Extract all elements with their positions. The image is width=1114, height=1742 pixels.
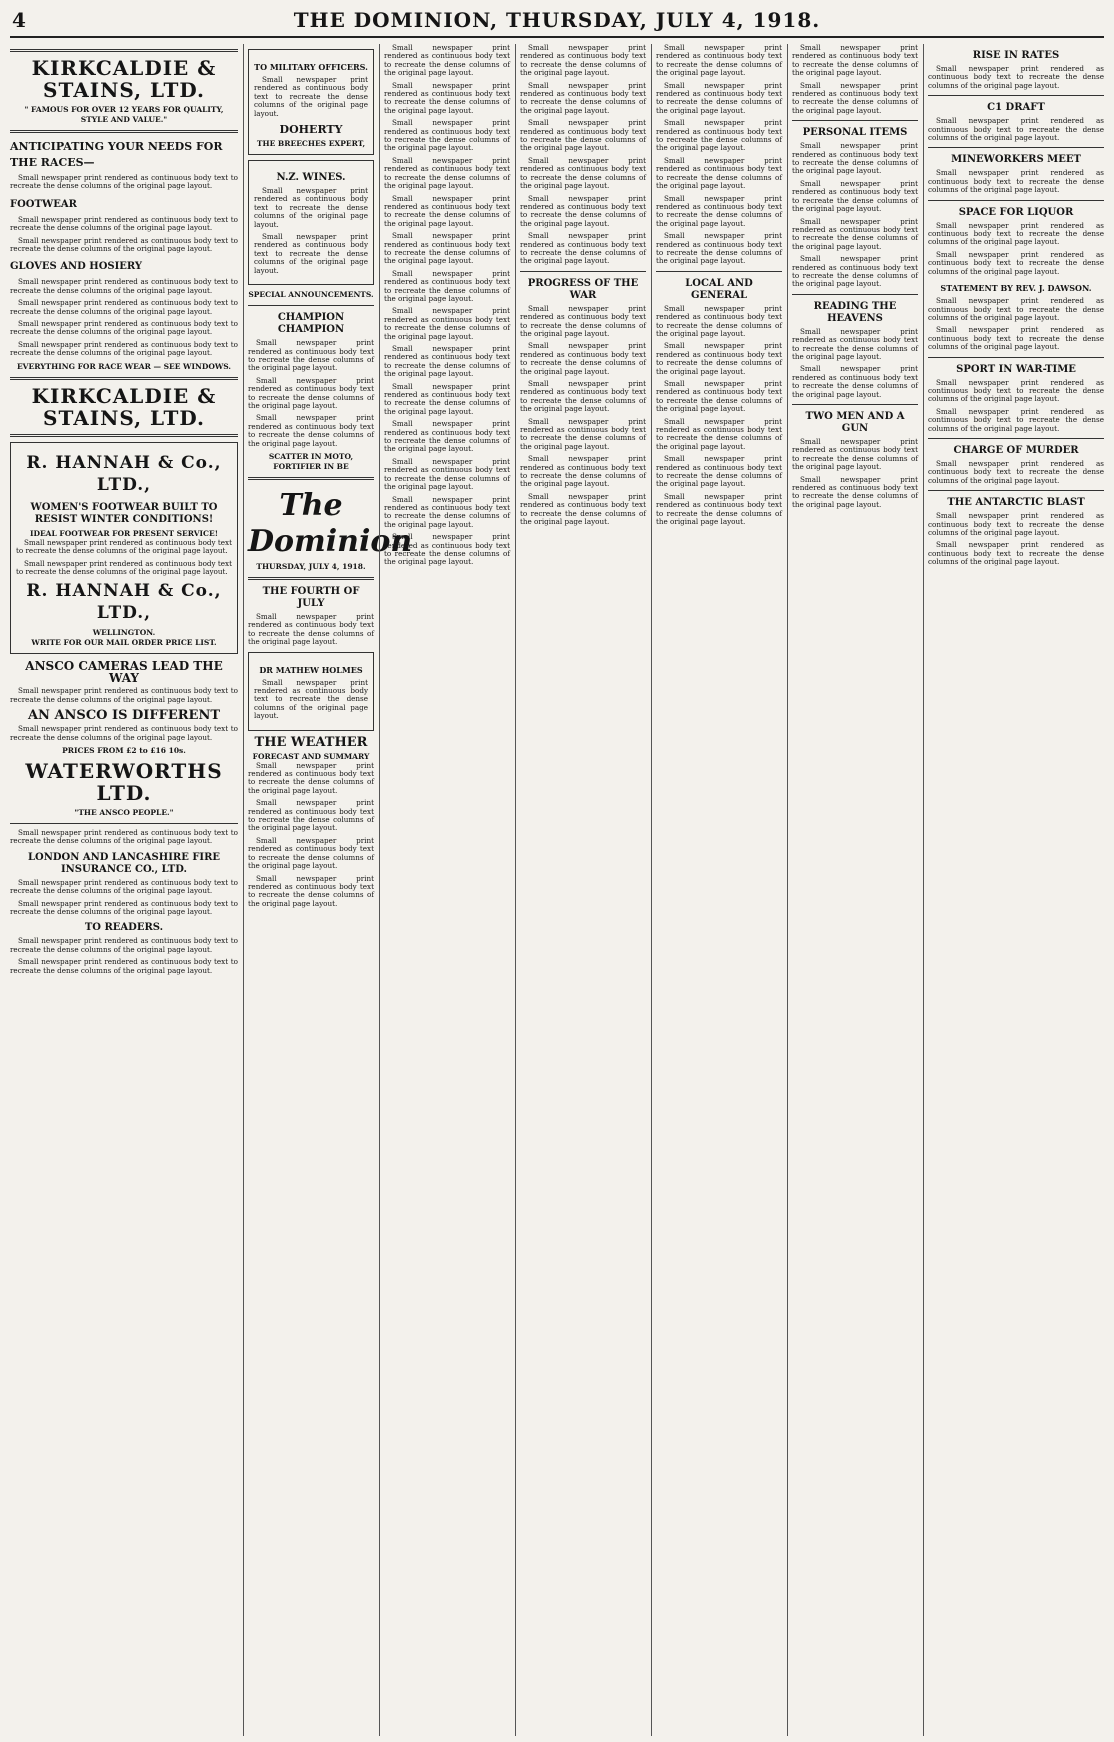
- ad-headline: WOMEN'S FOOTWEAR BUILT TO RESIST WINTER CONDITIONS!: [30, 501, 218, 525]
- divider: [792, 294, 918, 295]
- body-text: Small newspaper print rendered as continuous body text to recreate the dense columns of the original page layout.: [520, 193, 646, 228]
- body-text: Small newspaper print rendered as continuous body text to recreate the dense columns of the original page layout.: [10, 319, 238, 337]
- body-text: Small newspaper print rendered as continuous body text to recreate the dense columns of the original page layout.: [928, 168, 1104, 195]
- body-text: Small newspaper print rendered as continuous body text to recreate the dense columns of the original page layout.: [254, 186, 368, 229]
- ad-brand: WATERWORTHS LTD.: [25, 758, 223, 805]
- ad-headline: TO MILITARY OFFICERS.: [254, 62, 368, 72]
- body-text: Small newspaper print rendered as continuous body text to recreate the dense columns of the original page layout.: [384, 381, 510, 416]
- ad-note: SCATTER IN MOTO, FORTIFIER IN BE: [268, 451, 354, 471]
- body-text: Small newspaper print rendered as continuous body text to recreate the dense columns of the original page layout.: [10, 214, 238, 233]
- body-text: Small newspaper print rendered as continuous body text to recreate the dense columns of the original page layout.: [384, 344, 510, 379]
- section-heading: CHARGE OF MURDER: [953, 444, 1079, 456]
- body-text: Small newspaper print rendered as continuous body text to recreate the dense columns of the original page layout.: [928, 296, 1104, 322]
- body-text: Small newspaper print rendered as continuous body text to recreate the dense columns of the original page layout.: [792, 178, 918, 214]
- ad-subhead: IDEAL FOOTWEAR FOR PRESENT SERVICE!: [29, 528, 219, 538]
- body-text: Small newspaper print rendered as continuous body text to recreate the dense columns of the original page layout.: [10, 235, 238, 254]
- body-text: Small newspaper print rendered as continuous body text to recreate the dense columns of the original page layout.: [520, 491, 646, 527]
- body-text: Small newspaper print rendered as continuous body text to recreate the dense columns of the original page layout.: [928, 249, 1104, 276]
- divider: [656, 271, 782, 272]
- ad-headline: ANSCO CAMERAS LEAD THE WAY: [25, 659, 223, 686]
- body-text: Small newspaper print rendered as continuous body text to recreate the dense columns of the original page layout.: [248, 760, 374, 795]
- section-heading: SPORT IN WAR-TIME: [956, 363, 1076, 375]
- body-text: Small newspaper print rendered as continuous body text to recreate the dense columns of the original page layout.: [656, 80, 782, 115]
- body-text: Small newspaper print rendered as continuous body text to recreate the dense columns of the original page layout.: [384, 118, 510, 153]
- divider: [248, 477, 374, 480]
- body-text: Small newspaper print rendered as continuous body text to recreate the dense columns of the original page layout.: [384, 532, 510, 567]
- section-heading: THE ANTARCTIC BLAST: [947, 497, 1085, 509]
- divider: [248, 577, 374, 580]
- ad-prices: PRICES FROM £2 to £16 10s.: [62, 745, 186, 755]
- body-text: Small newspaper print rendered as continuous body text to recreate the dense columns of the original page layout.: [792, 254, 918, 289]
- body-text: Small newspaper print rendered as continuous body text to recreate the dense columns of the original page layout.: [656, 379, 782, 414]
- body-text: Small newspaper print rendered as continuous body text to recreate the dense columns of the original page layout.: [792, 216, 918, 251]
- body-text: Small newspaper print rendered as continuous body text to recreate the dense columns of the original page layout.: [928, 458, 1104, 485]
- column-7: [928, 44, 1104, 1736]
- body-text: Small newspaper print rendered as continuous body text to recreate the dense columns of the original page layout.: [656, 491, 782, 527]
- body-text: Small newspaper print rendered as continuous body text to recreate the dense columns of the original page layout.: [16, 558, 232, 576]
- divider: [928, 200, 1104, 201]
- section-heading: GLOVES AND HOSIERY: [10, 261, 143, 273]
- body-text: Small newspaper print rendered as continuous body text to recreate the dense columns of the original page layout.: [384, 80, 510, 115]
- wines-ad: [248, 160, 374, 285]
- body-text: Small newspaper print rendered as continuous body text to recreate the dense columns of the original page layout.: [10, 898, 238, 916]
- body-text: Small newspaper print rendered as continuous body text to recreate the dense columns of the original page layout.: [520, 379, 646, 414]
- column-5: [656, 44, 782, 1736]
- body-text: Small newspaper print rendered as continuous body text to recreate the dense columns of the original page layout.: [792, 474, 918, 509]
- section-heading: SPECIAL ANNOUNCEMENTS.: [248, 290, 374, 300]
- body-text: Small newspaper print rendered as continuous body text to recreate the dense columns of the original page layout.: [520, 231, 646, 266]
- body-text: Small newspaper print rendered as continuous body text to recreate the dense columns of the original page layout.: [656, 193, 782, 228]
- ad-note: WRITE FOR OUR MAIL ORDER PRICE LIST.: [31, 638, 217, 648]
- body-text: Small newspaper print rendered as continuous body text to recreate the dense columns of the original page layout.: [520, 341, 646, 376]
- body-text: Small newspaper print rendered as continuous body text to recreate the dense columns of the original page layout.: [656, 341, 782, 376]
- body-text: Small newspaper print rendered as continuous body text to recreate the dense columns of the original page layout.: [520, 303, 646, 338]
- masthead-date: THURSDAY, JULY 4, 1918.: [256, 561, 366, 571]
- body-text: Small newspaper print rendered as continuous body text to recreate the dense columns of the original page layout.: [10, 936, 238, 954]
- body-text: Small newspaper print rendered as continuous body text to recreate the dense columns of the original page layout.: [254, 677, 368, 721]
- body-text: Small newspaper print rendered as continuous body text to recreate the dense columns of the original page layout.: [16, 537, 232, 556]
- page-header: [10, 6, 1104, 38]
- ad-tagline: " FAMOUS FOR OVER 12 YEARS FOR QUALITY, STYLE AND VALUE.": [24, 105, 224, 124]
- body-text: Small newspaper print rendered as continuous body text to recreate the dense columns of the original page layout.: [656, 118, 782, 153]
- body-text: Small newspaper print rendered as continuous body text to recreate the dense columns of the original page layout.: [656, 416, 782, 451]
- column-rule: [379, 44, 380, 1736]
- divider: [928, 95, 1104, 96]
- section-heading: C1 DRAFT: [987, 102, 1045, 114]
- column-rule: [651, 44, 652, 1736]
- column-rule: [787, 44, 788, 1736]
- body-text: Small newspaper print rendered as continuous body text to recreate the dense columns of the original page layout.: [656, 303, 782, 338]
- divider: [792, 404, 918, 405]
- body-text: Small newspaper print rendered as continuous body text to recreate the dense columns of the original page layout.: [520, 454, 646, 489]
- body-text: Small newspaper print rendered as continuous body text to recreate the dense columns of the original page layout.: [384, 231, 510, 266]
- masthead: The Dominion: [248, 487, 413, 559]
- body-text: Small newspaper print rendered as continuous body text to recreate the dense columns of the original page layout.: [254, 75, 368, 118]
- divider: [10, 49, 238, 52]
- body-text: Small newspaper print rendered as continuous body text to recreate the dense columns of the original page layout.: [928, 511, 1104, 537]
- holmes-ad: [248, 652, 374, 731]
- body-text: Small newspaper print rendered as continuous body text to recreate the dense columns of the original page layout.: [792, 326, 918, 361]
- column-6: [792, 44, 918, 1736]
- divider: [928, 147, 1104, 148]
- body-text: Small newspaper print rendered as continuous body text to recreate the dense columns of the original page layout.: [10, 957, 238, 975]
- ad-headline: LONDON AND LANCASHIRE FIRE INSURANCE CO., LTD.: [27, 851, 221, 875]
- body-text: Small newspaper print rendered as continuous body text to recreate the dense columns of the original page layout.: [520, 80, 646, 115]
- divider: [10, 823, 238, 824]
- body-text: Small newspaper print rendered as continuous body text to recreate the dense columns of the original page layout.: [384, 268, 510, 303]
- column-rule: [243, 44, 244, 1736]
- ad-subhead: THE BREECHES EXPERT,: [256, 139, 366, 149]
- section-heading: PERSONAL ITEMS: [802, 127, 908, 139]
- body-text: Small newspaper print rendered as continuous body text to recreate the dense columns of the original page layout.: [792, 364, 918, 399]
- body-text: Small newspaper print rendered as continuous body text to recreate the dense columns of the original page layout.: [384, 155, 510, 191]
- body-text: Small newspaper print rendered as continuous body text to recreate the dense columns of the original page layout.: [656, 231, 782, 266]
- body-text: Small newspaper print rendered as continuous body text to recreate the dense columns of the original page layout.: [520, 155, 646, 191]
- section-heading: RISE IN RATES: [972, 50, 1060, 61]
- column-3: [384, 44, 510, 1736]
- body-text: Small newspaper print rendered as continuous body text to recreate the dense columns of the original page layout.: [656, 454, 782, 489]
- section-heading: PROGRESS OF THE WAR: [527, 277, 639, 301]
- ad-headline: ANTICIPATING YOUR NEEDS FOR THE RACES—: [10, 140, 223, 169]
- ad-headline: DR MATHEW HOLMES: [259, 664, 363, 675]
- body-text: Small newspaper print rendered as continuous body text to recreate the dense columns of the original page layout.: [928, 220, 1104, 247]
- body-text: Small newspaper print rendered as continuous body text to recreate the dense columns of the original page layout.: [656, 155, 782, 191]
- section-heading: TWO MEN AND A GUN: [805, 411, 905, 434]
- body-text: Small newspaper print rendered as continuous body text to recreate the dense columns of the original page layout.: [254, 232, 368, 275]
- column-2: [248, 44, 413, 1736]
- body-text: Small newspaper print rendered as continuous body text to recreate the dense columns of the original page layout.: [248, 835, 374, 871]
- body-text: Small newspaper print rendered as continuous body text to recreate the dense columns of the original page layout.: [928, 540, 1104, 567]
- body-text: Small newspaper print rendered as continuous body text to recreate the dense columns of the original page layout.: [928, 64, 1104, 90]
- ad-brand: KIRKCALDIE & STAINS, LTD.: [31, 383, 217, 430]
- divider: [928, 357, 1104, 358]
- body-text: Small newspaper print rendered as continuous body text to recreate the dense columns of the original page layout.: [10, 298, 238, 316]
- divider: [10, 130, 238, 133]
- column-4: [520, 44, 646, 1736]
- page-title: THE DOMINION, THURSDAY, JULY 4, 1918.: [293, 8, 821, 32]
- section-heading: THE WEATHER: [254, 734, 368, 750]
- body-text: Small newspaper print rendered as continuous body text to recreate the dense columns of the original page layout.: [248, 798, 374, 833]
- column-rule: [515, 44, 516, 1736]
- body-text: Small newspaper print rendered as continuous body text to recreate the dense columns of the original page layout.: [10, 277, 238, 295]
- body-text: Small newspaper print rendered as continuous body text to recreate the dense columns of the original page layout.: [10, 827, 238, 846]
- section-heading: FOOTWEAR: [10, 198, 77, 210]
- body-text: Small newspaper print rendered as continuous body text to recreate the dense columns of the original page layout.: [384, 494, 510, 529]
- divider: [928, 490, 1104, 491]
- body-text: Small newspaper print rendered as continuous body text to recreate the dense columns of the original page layout.: [384, 306, 510, 341]
- section-heading: READING THE HEAVENS: [813, 300, 897, 324]
- page-number: 4: [12, 8, 26, 32]
- section-heading: LOCAL AND GENERAL: [685, 277, 753, 301]
- body-text: Small newspaper print rendered as continuous body text to recreate the dense columns of the original page layout.: [10, 173, 238, 191]
- body-text: Small newspaper print rendered as continuous body text to recreate the dense columns of the original page layout.: [928, 325, 1104, 352]
- divider: [520, 271, 646, 272]
- divider: [248, 305, 374, 306]
- ad-headline: CHAMPION CHAMPION: [277, 312, 345, 336]
- ad-headline: N.Z. WINES.: [276, 172, 346, 184]
- column-1: [10, 44, 238, 1736]
- ad-note: EVERYTHING FOR RACE WEAR — SEE WINDOWS.: [16, 361, 232, 371]
- body-text: Small newspaper print rendered as continuous body text to recreate the dense columns of the original page layout.: [10, 339, 238, 358]
- body-text: Small newspaper print rendered as continuous body text to recreate the dense columns of the original page layout.: [792, 437, 918, 472]
- body-text: Small newspaper print rendered as continuous body text to recreate the dense columns of the original page layout.: [520, 416, 646, 451]
- ad-brand: R. HANNAH & Co., LTD.,: [26, 452, 222, 495]
- ad-subhead: "THE ANSCO PEOPLE.": [74, 807, 174, 817]
- military-ad: [248, 49, 374, 155]
- body-text: Small newspaper print rendered as continuous body text to recreate the dense columns of the original page layout.: [248, 873, 374, 908]
- body-text: Small newspaper print rendered as continuous body text to recreate the dense columns of the original page layout.: [384, 43, 510, 78]
- body-text: Small newspaper print rendered as continuous body text to recreate the dense columns of the original page layout.: [10, 724, 238, 742]
- section-heading: MINEWORKERS MEET: [951, 154, 1081, 166]
- editorial-heading: THE FOURTH OF JULY: [262, 585, 360, 609]
- divider: [792, 120, 918, 121]
- body-text: Small newspaper print rendered as continuous body text to recreate the dense columns of the original page layout.: [928, 406, 1104, 433]
- body-text: Small newspaper print rendered as continuous body text to recreate the dense columns of the original page layout.: [248, 611, 374, 647]
- body-text: Small newspaper print rendered as continuous body text to recreate the dense columns of the original page layout.: [248, 375, 374, 410]
- hannah-ad: [10, 442, 238, 655]
- body-text: Small newspaper print rendered as continuous body text to recreate the dense columns of the original page layout.: [928, 377, 1104, 404]
- body-text: Small newspaper print rendered as continuous body text to recreate the dense columns of the original page layout.: [248, 413, 374, 448]
- column-rule: [923, 44, 924, 1736]
- divider: [10, 377, 238, 380]
- body-text: Small newspaper print rendered as continuous body text to recreate the dense columns of the original page layout.: [248, 338, 374, 373]
- body-text: Small newspaper print rendered as continuous body text to recreate the dense columns of the original page layout.: [520, 43, 646, 78]
- body-text: Small newspaper print rendered as continuous body text to recreate the dense columns of the original page layout.: [792, 43, 918, 78]
- body-text: Small newspaper print rendered as continuous body text to recreate the dense columns of the original page layout.: [10, 877, 238, 896]
- section-subheading: FORECAST AND SUMMARY: [252, 751, 370, 761]
- ad-brand: KIRKCALDIE & STAINS, LTD.: [31, 56, 217, 102]
- ad-place: WELLINGTON.: [92, 628, 156, 638]
- section-heading: STATEMENT BY REV. J. DAWSON.: [940, 283, 1092, 294]
- body-text: Small newspaper print rendered as continuous body text to recreate the dense columns of the original page layout.: [384, 419, 510, 454]
- body-text: Small newspaper print rendered as continuous body text to recreate the dense columns of the original page layout.: [792, 80, 918, 115]
- section-heading: SPACE FOR LIQUOR: [958, 206, 1074, 218]
- body-text: Small newspaper print rendered as continuous body text to recreate the dense columns of the original page layout.: [792, 141, 918, 176]
- ad-brand: R. HANNAH & Co., LTD.,: [26, 581, 222, 624]
- body-text: Small newspaper print rendered as continuous body text to recreate the dense columns of the original page layout.: [384, 456, 510, 492]
- body-text: Small newspaper print rendered as continuous body text to recreate the dense columns of the original page layout.: [520, 118, 646, 153]
- section-heading: TO READERS.: [84, 922, 164, 934]
- ad-headline: AN ANSCO IS DIFFERENT: [27, 708, 221, 724]
- body-text: Small newspaper print rendered as continuous body text to recreate the dense columns of the original page layout.: [384, 193, 510, 228]
- ad-brand: DOHERTY: [279, 123, 343, 137]
- divider: [10, 434, 238, 437]
- body-text: Small newspaper print rendered as continuous body text to recreate the dense columns of the original page layout.: [656, 43, 782, 78]
- divider: [928, 438, 1104, 439]
- body-text: Small newspaper print rendered as continuous body text to recreate the dense columns of the original page layout.: [10, 686, 238, 704]
- body-text: Small newspaper print rendered as continuous body text to recreate the dense columns of the original page layout.: [928, 116, 1104, 143]
